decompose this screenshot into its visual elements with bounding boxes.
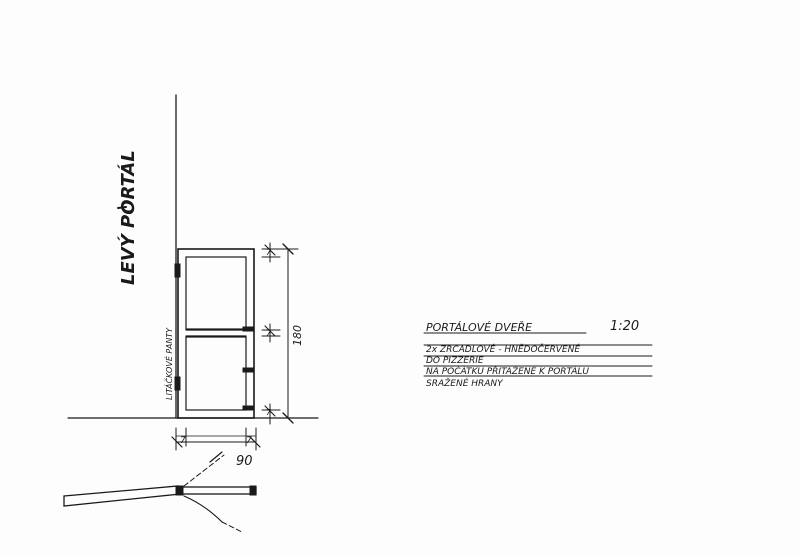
frame-top-dimension: 7 bbox=[266, 248, 272, 257]
width-dimension-label: 90 bbox=[236, 454, 253, 469]
hinge-bottom bbox=[175, 377, 180, 390]
door-frame-outer bbox=[178, 249, 254, 418]
frame-right-dimension: 7 bbox=[246, 436, 252, 446]
door-upper-panel bbox=[186, 257, 246, 329]
plan-swing-arc bbox=[184, 496, 222, 522]
frame-bottom-dimension: 7 bbox=[266, 408, 272, 417]
height-dimension-label: 180 bbox=[291, 325, 304, 346]
plan-door-leaf bbox=[182, 487, 256, 494]
notes-scale: 1:20 bbox=[610, 319, 640, 334]
hinge-top bbox=[175, 264, 180, 277]
handle-mark-low bbox=[243, 406, 253, 410]
notes-line-2: DO PIZZERIE bbox=[426, 356, 484, 366]
hinge-label: LITÁČKOVÉ PANTY bbox=[165, 327, 174, 400]
frame-left-dimension: 7 bbox=[180, 436, 186, 446]
portal-label: LEVÝ PORTÁL bbox=[118, 150, 139, 285]
plan-portal-wall bbox=[64, 486, 180, 506]
notes-title: PORTÁLOVÉ DVEŘE bbox=[426, 321, 533, 334]
notes-line-3: NA POČÁTKU PŘITAŽENÉ K PORTÁLU bbox=[426, 367, 589, 377]
notes-line-1: 2x ZRCADLOVÉ - HNĚDOČERVENÉ bbox=[426, 345, 581, 355]
handle-mark-mid bbox=[243, 368, 253, 372]
frame-mid-dimension: 7 bbox=[266, 329, 272, 338]
notes-line-4: SRAŽENÉ HRANY bbox=[426, 379, 503, 389]
handle-mark-top bbox=[243, 327, 253, 331]
door-lower-panel bbox=[186, 337, 246, 410]
width-leader-line bbox=[184, 455, 224, 486]
